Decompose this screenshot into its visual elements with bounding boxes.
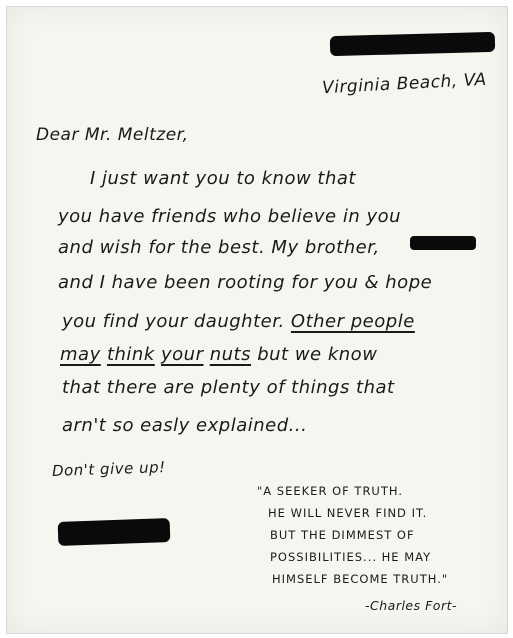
quote-line-5: HIMSELF BECOME TRUTH." (272, 572, 449, 586)
underlined-think: think (106, 344, 155, 365)
quote-attribution: -Charles Fort- (365, 598, 457, 613)
letter-line-6 (60, 344, 377, 365)
underlined-nuts: nuts (209, 344, 251, 365)
salutation: Dear Mr. Meltzer, (36, 125, 189, 145)
letter-line-3: and wish for the best. My brother, (58, 237, 380, 258)
underlined-your: your (161, 344, 204, 365)
letter-line-5 (62, 311, 415, 332)
letter-line-8: arn't so easly explained... (62, 415, 308, 436)
quote-line-4: POSSIBILITIES... HE MAY (270, 550, 432, 564)
quote-line-2: HE WILL NEVER FIND IT. (268, 506, 428, 520)
letter-line-7: that there are plenty of things that (62, 377, 395, 398)
quote-line-3: BUT THE DIMMEST OF (270, 528, 415, 542)
redacted-brother-name (410, 236, 476, 250)
letter-line-2: you have friends who believe in you (58, 206, 402, 227)
letter-line-5-text: you find your daughter. (62, 311, 285, 332)
location: Virginia Beach, VA (321, 69, 488, 99)
underlined-may: may (60, 344, 101, 365)
quote-line-1: "A SEEKER OF TRUTH. (257, 484, 403, 498)
letter-line-6-text: but we know (257, 344, 378, 365)
underlined-other-people: Other people (290, 311, 415, 332)
letter-line-1: I just want you to know that (90, 168, 356, 189)
closing: Don't give up! (51, 458, 166, 480)
redacted-signature (58, 518, 171, 546)
letter-line-4: and I have been rooting for you & hope (58, 272, 433, 293)
